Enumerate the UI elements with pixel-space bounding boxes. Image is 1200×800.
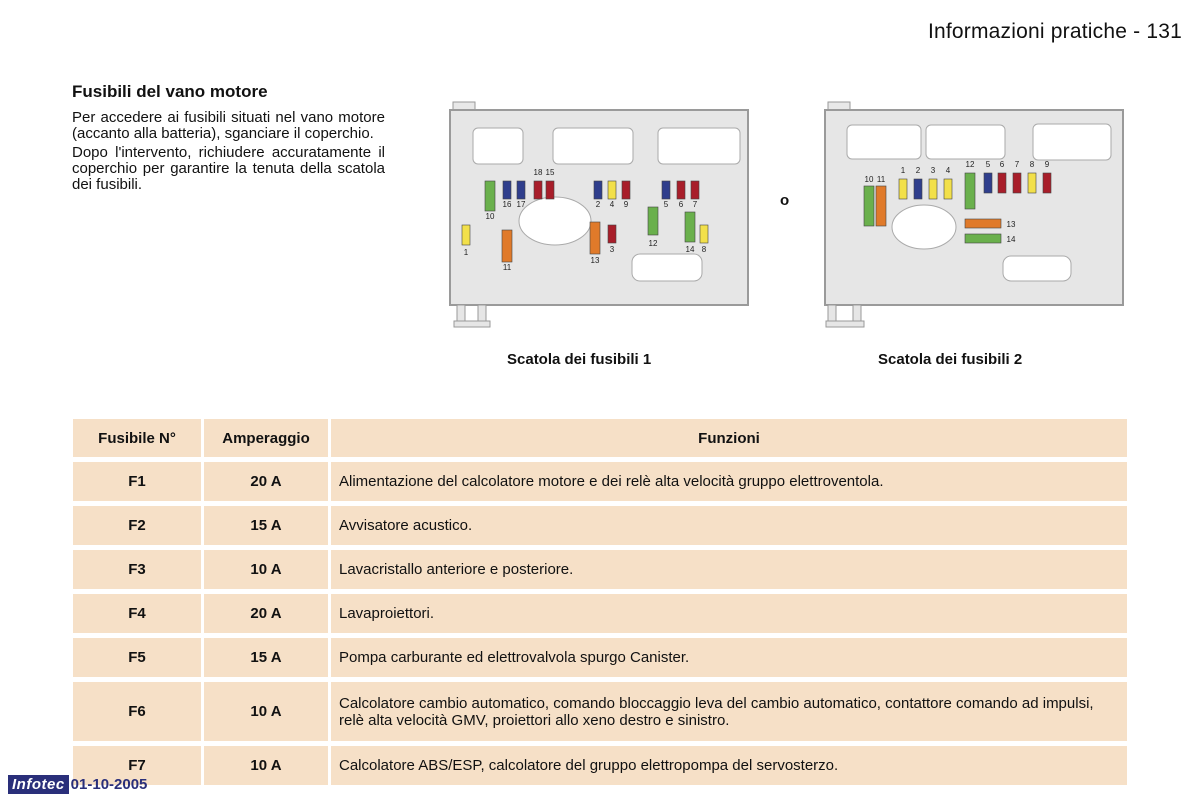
fuse-12 [648, 207, 658, 235]
intro-text [72, 110, 385, 196]
fuse-label: 5 [663, 200, 669, 209]
amperage-cell: 10 A [204, 746, 328, 785]
fuse-label: 9 [623, 200, 629, 209]
table-row [73, 550, 1127, 589]
fuse-label: 1 [900, 166, 906, 175]
table-row [73, 638, 1127, 677]
fuse-label: 5 [985, 160, 991, 169]
fuse-label: 14 [685, 245, 695, 254]
fuse-box-1-caption: Scatola dei fusibili 1 [507, 351, 652, 368]
fuse-4 [608, 181, 616, 199]
intro-paragraph: Per accedere ai fusibili situati nel vano motore (accanto alla batteria), sganciare il coperchio. [72, 109, 385, 142]
fuse-number-cell: F6 [73, 682, 201, 741]
fuse-label: 10 [864, 175, 874, 184]
table-header-row [73, 419, 1127, 457]
or-connector: o [780, 192, 790, 209]
fuse-13 [965, 219, 1001, 228]
section-title: Fusibili del vano motore [72, 82, 268, 101]
table-row [73, 462, 1127, 501]
fuse-9 [1043, 173, 1051, 193]
fuse-number-cell: F1 [73, 462, 201, 501]
fuse-label: 10 [485, 212, 495, 221]
fuse-table [70, 414, 1130, 790]
fuse-17 [517, 181, 525, 199]
fuse-label: 1 [463, 248, 469, 257]
fuse-2 [914, 179, 922, 199]
amperage-cell: 10 A [204, 550, 328, 589]
table-row [73, 594, 1127, 633]
fuse-14 [965, 234, 1001, 243]
fuse-label: 4 [609, 200, 615, 209]
fuse-label: 18 [533, 168, 543, 177]
fuse-7 [1013, 173, 1021, 193]
amperage-cell: 10 A [204, 682, 328, 741]
amperage-cell: 15 A [204, 638, 328, 677]
fuse-label: 3 [930, 166, 936, 175]
fuse-number-cell: F3 [73, 550, 201, 589]
fuse-15 [546, 181, 554, 199]
fuse-8 [700, 225, 708, 243]
fuse-4 [944, 179, 952, 199]
fuse-label: 2 [915, 166, 921, 175]
fuse-label: 4 [945, 166, 951, 175]
amperage-cell: 20 A [204, 594, 328, 633]
fuse-1 [462, 225, 470, 245]
fuse-1 [899, 179, 907, 199]
fuse-label: 11 [502, 263, 512, 272]
fuse-box-2-diagram [815, 95, 1135, 335]
infotec-logo: Infotec [8, 775, 69, 794]
table-row [73, 746, 1127, 785]
fuse-label: 14 [1006, 235, 1016, 244]
function-cell: Alimentazione del calcolatore motore e dei relè alta velocità gruppo elettroventola. [331, 462, 1127, 501]
fuse-label: 15 [545, 168, 555, 177]
amperage-cell: 20 A [204, 462, 328, 501]
fuse-3 [608, 225, 616, 243]
fuse-11 [502, 230, 512, 262]
fuse-number-cell: F2 [73, 506, 201, 545]
fuse-label: 12 [965, 160, 975, 169]
fuse-label: 6 [999, 160, 1005, 169]
intro-paragraph: Dopo l'intervento, richiudere accuratamente il coperchio per garantire la tenuta della scatola dei fusibili. [72, 144, 385, 193]
function-cell: Calcolatore ABS/ESP, calcolatore del gruppo elettropompa del servosterzo. [331, 746, 1127, 785]
fuse-12 [965, 173, 975, 209]
fuse-5 [662, 181, 670, 199]
table-row [73, 682, 1127, 741]
fuse-5 [984, 173, 992, 193]
fuse-label: 12 [648, 239, 658, 248]
fuse-6 [677, 181, 685, 199]
footer-date: 01-10-2005 [70, 776, 148, 793]
fuse-number-cell: F5 [73, 638, 201, 677]
fuse-16 [503, 181, 511, 199]
fuse-13 [590, 222, 600, 254]
fuse-6 [998, 173, 1006, 193]
fuse-label: 7 [692, 200, 698, 209]
amperage-cell: 15 A [204, 506, 328, 545]
fuse-label: 13 [590, 256, 600, 265]
fuse-2 [594, 181, 602, 199]
fuse-7 [691, 181, 699, 199]
function-cell: Pompa carburante ed elettrovalvola spurgo Canister. [331, 638, 1127, 677]
table-row [73, 506, 1127, 545]
fuse-10 [485, 181, 495, 211]
fuse-11 [876, 186, 886, 226]
fuse-9 [622, 181, 630, 199]
fuse-box-1-outline [450, 102, 748, 327]
fuse-box-1-diagram [440, 95, 760, 335]
column-header-functions: Funzioni [331, 419, 1127, 457]
fuse-box-2-caption: Scatola dei fusibili 2 [878, 351, 1023, 368]
fuse-label: 6 [678, 200, 684, 209]
column-header-amperage: Amperaggio [204, 419, 328, 457]
function-cell: Lavaproiettori. [331, 594, 1127, 633]
function-cell: Calcolatore cambio automatico, comando bloccaggio leva del cambio automatico, contattore comando ad impulsi, relè alta velocità GMV, proiettori allo xeno destro e sinistro. [331, 682, 1127, 741]
footer [8, 775, 147, 794]
fuse-3 [929, 179, 937, 199]
fuse-10 [864, 186, 874, 226]
fuse-18 [534, 181, 542, 199]
function-cell: Avvisatore acustico. [331, 506, 1127, 545]
fuse-number-cell: F4 [73, 594, 201, 633]
fuse-14 [685, 212, 695, 242]
fuse-8 [1028, 173, 1036, 193]
fuse-label: 11 [876, 175, 886, 184]
page-header: Informazioni pratiche - 131 [927, 20, 1182, 43]
function-cell: Lavacristallo anteriore e posteriore. [331, 550, 1127, 589]
fuse-label: 7 [1014, 160, 1020, 169]
fuse-label: 16 [502, 200, 512, 209]
fuse-label: 2 [595, 200, 601, 209]
fuse-label: 8 [701, 245, 707, 254]
fuse-label: 8 [1029, 160, 1035, 169]
column-header-fuse-number: Fusibile N° [73, 419, 201, 457]
fuse-label: 17 [516, 200, 526, 209]
fuse-number-cell: F7 [73, 746, 201, 785]
fuse-label: 3 [609, 245, 615, 254]
fuse-label: 9 [1044, 160, 1050, 169]
fuse-label: 13 [1006, 220, 1016, 229]
